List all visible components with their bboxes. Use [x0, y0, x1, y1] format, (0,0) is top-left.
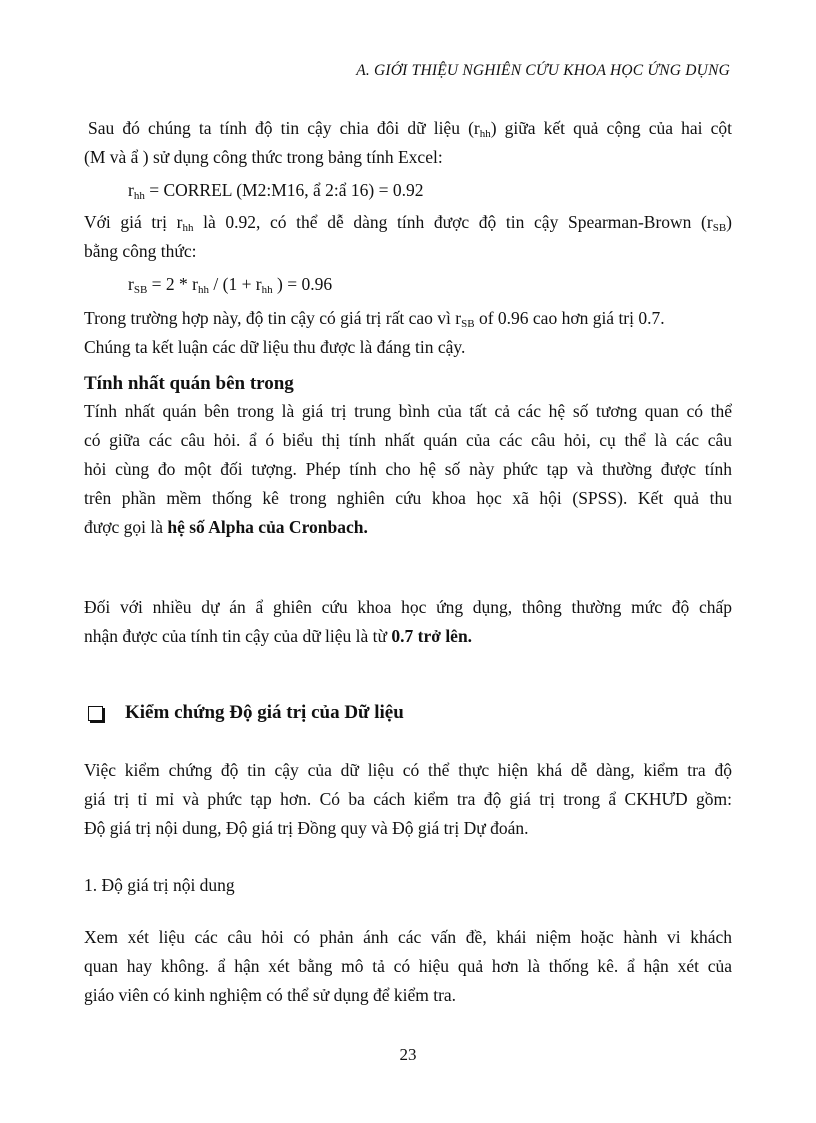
running-header: A. GIỚI THIỆU NGHIÊN CỨU KHOA HỌC ỨNG DỤNG — [356, 62, 730, 79]
page-number: 23 — [399, 1045, 417, 1064]
paragraph-validity: Việc kiểm chứng độ tin cậy của dữ liệu có thể thực hiện khá dễ dàng, kiểm tra độ giá trị tỉ mỉ và phức tạp hơn. Có ba cách kiểm tra độ giá trị trong ẩ CKHƯD gồm: Độ giá trị nội dung, Độ giá trị Đồng quy và Độ giá trị Dự đoán. — [84, 760, 732, 838]
paragraph-threshold: Đối với nhiều dự án ẩ ghiên cứu khoa học ứng dụng, thông thường mức độ chấp nhận được của tính tin cậy của dữ liệu là từ 0.7 trở lên. — [84, 597, 732, 646]
checkbox-bullet-icon — [88, 706, 103, 721]
paragraph-conclusion: Trong trường hợp này, độ tin cậy có giá trị rất cao vì $r_{SB}$ of 0.96 cao hơn giá trị 0.7. Chúng ta kết luận các dữ liệu thu được là đáng tin cậy. — [84, 308, 665, 357]
formula-spearman-brown: $r_{SB} = 2 * r_{hh} / (1 + r_{hh}$ ) = 0.96 — [128, 274, 333, 296]
paragraph-internal-consistency: Tính nhất quán bên trong là giá trị trung bình của tất cả các hệ số tương quan có thể có giữa các câu hỏi. ẩ ó biểu thị tính nhất quán của các câu hỏi, cụ thể là các câu hỏi cùng đo một đối tượng. Phép tính cho hệ số này phức tạp và thường được tính trên phần mềm thống kê trong nghiên cứu khoa học xã hội (SPSS). Kết quả thu được gọi là hệ số Alpha của Cronbach. — [84, 401, 732, 537]
section-heading-internal-consistency: Tính nhất quán bên trong — [84, 373, 294, 394]
paragraph-content-validity: Xem xét liệu các câu hỏi có phản ánh các vấn đề, khái niệm hoặc hành vi khách quan hay không. ẩ hận xét bằng mô tả có hiệu quả hơn là thống kê. ẩ hận xét của giáo viên có kinh nghiệm có thể sử dụng để kiểm tra. — [84, 927, 732, 1005]
formula-correl: $r_{hh}$ = CORREL (M2:M16, ẩ 2:ẩ 16) = 0.92 — [128, 180, 424, 202]
paragraph-split-half: Sau đó chúng ta tính độ tin cậy chia đôi dữ liệu $(r_{hh})$ giữa kết quả cộng của hai cột (M và ẩ ) sử dụng công thức trong bảng tính Excel: — [84, 118, 732, 167]
section-heading-validity: Kiểm chứng Độ giá trị của Dữ liệu — [84, 702, 404, 724]
paragraph-spearman-brown: Với giá trị $r_{hh}$ là 0.92, có thể dễ dàng tính được độ tin cậy Spearman-Brown $(r_{SB})$ bằng công thức: — [84, 212, 732, 261]
item-content-validity: 1. Độ giá trị nội dung — [84, 875, 235, 895]
